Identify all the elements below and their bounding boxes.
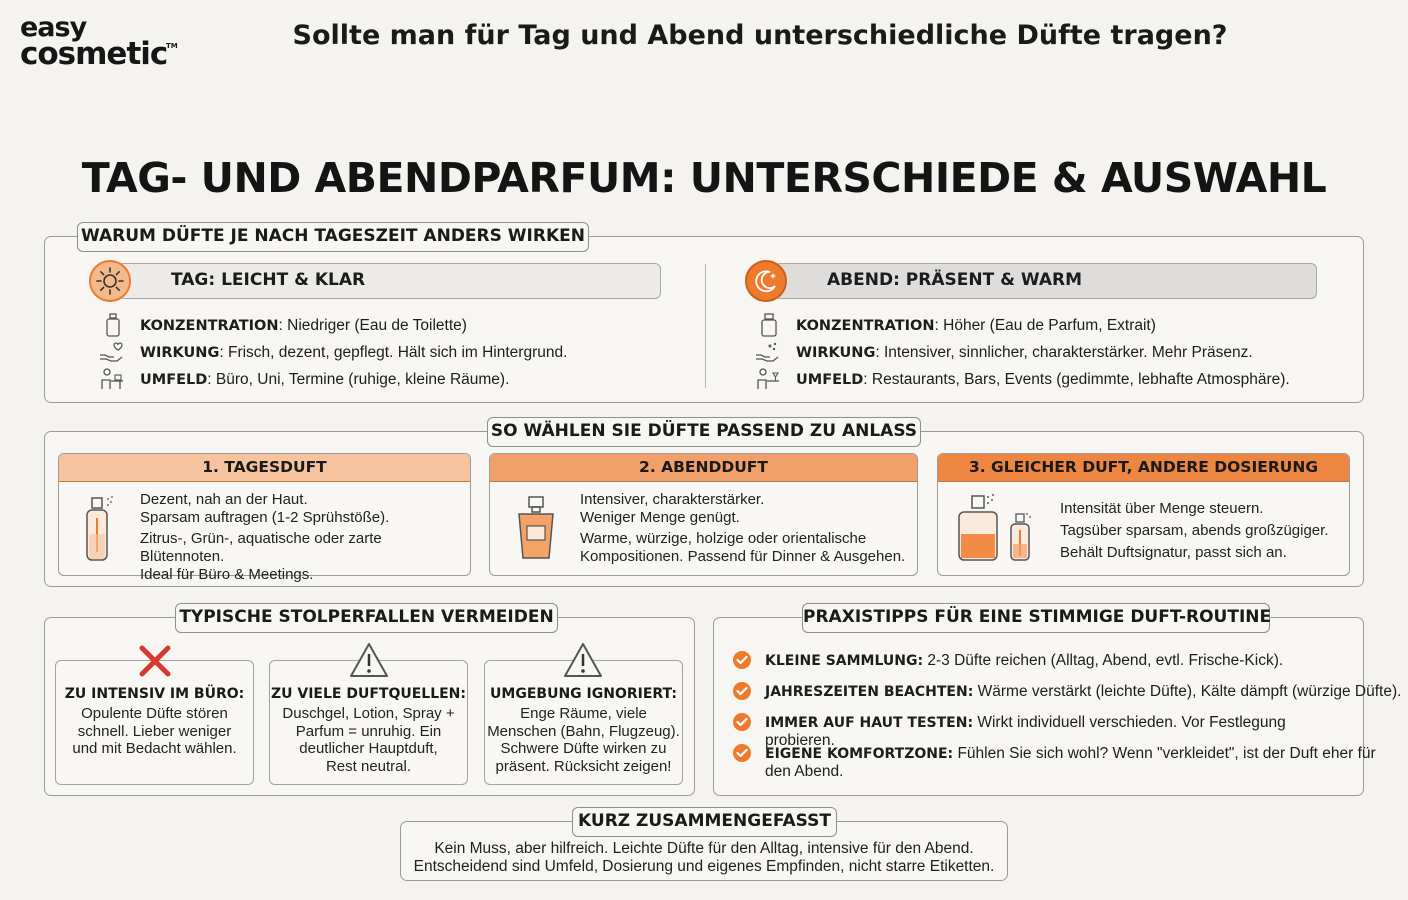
brand-trademark: TM (166, 42, 178, 50)
summary-text (400, 840, 1008, 876)
text-line: Behält Duftsignatur, passt sich an. (1060, 544, 1287, 561)
tip-label: EIGENE KOMFORTZONE: (765, 746, 954, 762)
summary-heading: KURZ ZUSAMMENGEFASST (572, 807, 837, 837)
pitfall-line: Opulente Düfte stören (81, 705, 228, 722)
hand-sparkle-icon (754, 341, 780, 365)
pitfall-line: deutlicher Hauptduft, (299, 740, 438, 757)
day-title: TAG: LEICHT & KLAR (118, 263, 661, 299)
evening-row-effect (796, 344, 1253, 362)
occasion-card-title: 2. ABENDDUFT (490, 454, 917, 482)
occasion-card-title: 3. GLEICHER DUFT, ANDERE DOSIERUNG (938, 454, 1349, 482)
text-line: Sparsam auftragen (1-2 Sprühstöße). (140, 509, 390, 526)
moon-icon (745, 260, 787, 302)
brand-logo-line1: easy (20, 12, 87, 43)
page-title: TAG- UND ABENDPARFUM: UNTERSCHIEDE & AUSWAHL (81, 154, 1327, 202)
tip-text: Wärme verstärkt (leichte Düfte), Kälte dämpft (würzige Düfte). (973, 683, 1402, 700)
pitfall-card-text (484, 686, 683, 775)
pitfall-line: Menschen (Bahn, Flugzeug). (487, 722, 680, 740)
text-line: Ideal für Büro & Meetings. (140, 566, 314, 583)
pitfall-title: ZU INTENSIV IM BÜRO: (64, 686, 245, 702)
tip-label: JAHRESZEITEN BEACHTEN: (765, 684, 974, 700)
tip-label: KLEINE SAMMLUNG: (765, 653, 924, 669)
day-row-text: : Niedriger (Eau de Toilette) (278, 317, 467, 334)
day-row-label: UMFELD (140, 372, 208, 388)
occasion-card-day-text (140, 491, 465, 584)
evening-row-text: : Restaurants, Bars, Events (gedimmte, lebhafte Atmosphäre). (863, 371, 1290, 388)
evening-row-text: : Höher (Eau de Parfum, Extrait) (934, 317, 1156, 334)
why-divider (705, 264, 706, 388)
pitfall-line: Parfum = unruhig. Ein (295, 722, 442, 740)
text-line: Tagsüber sparsam, abends großzügiger. (1060, 522, 1329, 539)
day-row-text: : Büro, Uni, Termine (ruhige, kleine Räume). (207, 371, 510, 388)
tip-text: Fühlen Sie sich wohl? Wenn "verkleidet", ist der Duft eher für (953, 745, 1376, 762)
pitfall-card-text (55, 686, 254, 758)
day-row-environment (140, 371, 509, 389)
pitfall-line: Schwere Düfte wirken zu (500, 740, 667, 757)
pitfall-line: Duschgel, Lotion, Spray + (282, 705, 455, 722)
text-line: Weniger Menge genügt. (580, 509, 740, 526)
pitfall-card-text (269, 686, 468, 775)
day-row-label: WIRKUNG (140, 345, 220, 361)
occasion-card-evening-text (580, 491, 914, 566)
perfume-flacon-icon (509, 494, 563, 562)
pitfall-line: präsent. Rücksicht zeigen! (495, 757, 672, 775)
evening-title: ABEND: PRÄSENT & WARM (774, 263, 1317, 299)
day-row-text: : Frisch, dezent, gepflegt. Hält sich im Hintergrund. (219, 344, 568, 361)
desk-person-icon (98, 367, 124, 391)
tip-item (765, 683, 1402, 701)
evening-row-label: WIRKUNG (796, 345, 876, 361)
text-line: Zitrus-, Grün-, aquatische oder zarte Blütennoten. (140, 530, 382, 565)
pitfall-line: und mit Bedacht wählen. (72, 740, 237, 757)
sun-icon (89, 260, 131, 302)
pitfall-title: UMGEBUNG IGNORIERT: (490, 686, 677, 702)
pitfalls-heading: TYPISCHE STOLPERFALLEN VERMEIDEN (175, 603, 558, 633)
two-bottles-icon (955, 492, 1037, 564)
page-question: Sollte man für Tag und Abend unterschiedliche Düfte tragen? (292, 20, 1228, 51)
day-row-effect (140, 344, 567, 362)
evening-row-concentration (796, 317, 1156, 335)
warning-icon (348, 641, 390, 679)
tip-item (765, 652, 1355, 670)
day-row-label: KONZENTRATION (140, 318, 279, 334)
check-icon (732, 650, 752, 670)
pitfall-title: ZU VIELE DUFTQUELLEN: (270, 686, 466, 702)
summary-line: Entscheidend sind Umfeld, Dosierung und eigenes Empfinden, nicht starre Etiketten. (413, 858, 995, 875)
summary-line: Kein Muss, aber hilfreich. Leichte Düfte für den Alltag, intensive für den Abend. (434, 840, 974, 857)
evening-row-environment (796, 371, 1290, 389)
bottle-icon (100, 313, 126, 337)
pitfall-line: Rest neutral. (325, 757, 412, 775)
spray-bottle-icon (80, 494, 116, 564)
pitfall-line: Enge Räume, viele (520, 705, 647, 722)
text-line: Intensität über Menge steuern. (1060, 500, 1264, 517)
tips-heading: PRAXISTIPPS FÜR EINE STIMMIGE DUFT-ROUTINE (802, 603, 1270, 633)
warning-icon (562, 641, 604, 679)
occasion-card-title: 1. TAGESDUFT (59, 454, 470, 482)
text-line: Warme, würzige, holzige oder orientalische (580, 530, 867, 547)
check-icon (732, 743, 752, 763)
text-line: Dezent, nah an der Haut. (140, 491, 308, 508)
tip-text: 2-3 Düfte reichen (Alltag, Abend, evtl. Frische-Kick). (923, 652, 1284, 669)
evening-row-label: KONZENTRATION (796, 318, 935, 334)
occasion-card-dosage-text (1060, 498, 1345, 564)
bar-person-icon (754, 367, 780, 391)
text-line: Kompositionen. Passend für Dinner & Ausgehen. (580, 548, 906, 565)
brand-logo-line2: cosmetic (20, 36, 168, 72)
tip-item (765, 745, 1376, 781)
tip-label: IMMER AUF HAUT TESTEN: (765, 715, 974, 731)
day-row-concentration (140, 317, 467, 335)
bottle-icon (756, 313, 782, 337)
hand-heart-icon (98, 341, 124, 365)
x-mark-icon (137, 643, 173, 679)
brand-logo (20, 14, 180, 70)
pitfall-line: schnell. Lieber weniger (77, 722, 232, 740)
check-icon (732, 712, 752, 732)
why-heading: WARUM DÜFTE JE NACH TAGESZEIT ANDERS WIRKEN (77, 222, 589, 252)
choose-heading: SO WÄHLEN SIE DÜFTE PASSEND ZU ANLASS (487, 417, 921, 447)
text-line: Intensiver, charakterstärker. (580, 491, 765, 508)
evening-row-text: : Intensiver, sinnlicher, charakterstärker. Mehr Präsenz. (875, 344, 1253, 361)
tip-line (765, 745, 1376, 763)
tip-text-cont: den Abend. (765, 763, 844, 780)
tip-text: Wirkt individuell verschieden. Vor Festlegung probieren. (765, 714, 1286, 749)
check-icon (732, 681, 752, 701)
evening-row-label: UMFELD (796, 372, 864, 388)
